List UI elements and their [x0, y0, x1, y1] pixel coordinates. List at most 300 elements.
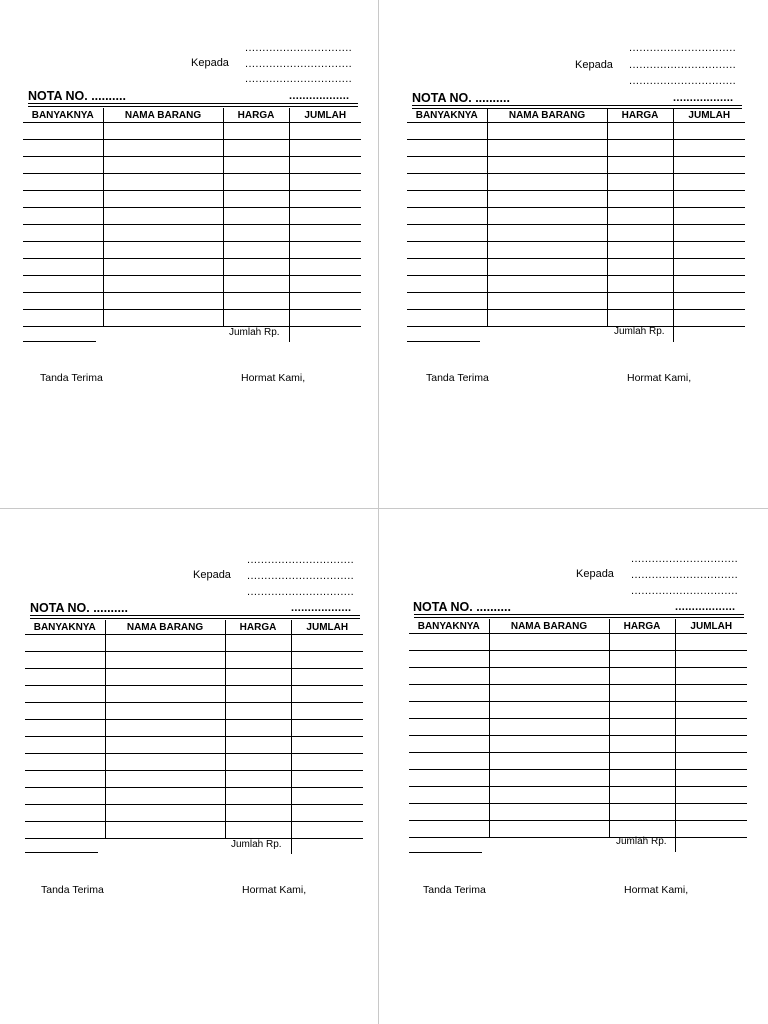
cell-banyaknya[interactable]	[407, 293, 487, 310]
col-jumlah: JUMLAH	[291, 620, 363, 635]
cell-jumlah[interactable]	[675, 736, 747, 753]
cell-jumlah[interactable]	[673, 276, 745, 293]
cell-banyaknya[interactable]	[23, 157, 103, 174]
table-row	[407, 242, 745, 259]
table-row	[25, 754, 363, 771]
cell-harga[interactable]	[607, 157, 673, 174]
cell-jumlah[interactable]	[289, 293, 361, 310]
total-field[interactable]	[673, 324, 674, 342]
cell-jumlah[interactable]	[673, 208, 745, 225]
total-label: Jumlah Rp.	[229, 327, 280, 338]
cell-jumlah[interactable]	[289, 157, 361, 174]
cell-banyaknya[interactable]	[409, 668, 489, 685]
cell-banyaknya[interactable]	[409, 804, 489, 821]
cell-banyaknya[interactable]	[25, 686, 105, 703]
cell-harga[interactable]	[609, 821, 675, 838]
recipient-line-1[interactable]: ...............................	[247, 554, 355, 566]
cell-nama-barang[interactable]	[489, 736, 609, 753]
cell-nama-barang[interactable]	[103, 208, 223, 225]
cell-nama-barang[interactable]	[489, 753, 609, 770]
col-banyaknya: BANYAKNYA	[407, 108, 487, 123]
cell-nama-barang[interactable]	[103, 310, 223, 327]
table-row	[409, 821, 747, 838]
kepada-label: Kepada	[191, 57, 229, 69]
cell-jumlah[interactable]	[675, 804, 747, 821]
cell-harga[interactable]	[607, 242, 673, 259]
cell-jumlah[interactable]	[675, 702, 747, 719]
cell-banyaknya[interactable]	[409, 736, 489, 753]
cell-nama-barang[interactable]	[487, 174, 607, 191]
cell-nama-barang[interactable]	[103, 174, 223, 191]
cell-nama-barang[interactable]	[105, 703, 225, 720]
table-row	[23, 310, 361, 327]
cell-banyaknya[interactable]	[23, 191, 103, 208]
cell-nama-barang[interactable]	[489, 634, 609, 651]
cell-jumlah[interactable]	[289, 123, 361, 140]
cell-jumlah[interactable]	[675, 668, 747, 685]
cell-jumlah[interactable]	[291, 703, 363, 720]
table-header-row	[409, 619, 747, 634]
cell-jumlah[interactable]	[675, 770, 747, 787]
cell-harga[interactable]	[225, 686, 291, 703]
recipient-line-3[interactable]: ...............................	[245, 73, 353, 85]
table-row	[23, 157, 361, 174]
cell-jumlah[interactable]	[291, 669, 363, 686]
cell-banyaknya[interactable]	[23, 276, 103, 293]
cell-nama-barang[interactable]	[487, 157, 607, 174]
nota-date-field[interactable]: ..................	[291, 602, 352, 614]
recipient-line-1[interactable]: ...............................	[245, 42, 353, 54]
cell-harga[interactable]	[223, 140, 289, 157]
cell-jumlah[interactable]	[675, 685, 747, 702]
nota-form	[25, 552, 405, 952]
table-row	[407, 293, 745, 310]
cell-banyaknya[interactable]	[407, 123, 487, 140]
cell-banyaknya[interactable]	[25, 822, 105, 839]
cell-harga[interactable]	[223, 208, 289, 225]
cell-jumlah[interactable]	[291, 805, 363, 822]
cell-jumlah[interactable]	[291, 737, 363, 754]
cell-harga[interactable]	[223, 123, 289, 140]
cell-jumlah[interactable]	[673, 174, 745, 191]
cell-nama-barang[interactable]	[105, 788, 225, 805]
cell-harga[interactable]	[225, 754, 291, 771]
table-row	[23, 242, 361, 259]
table-row	[23, 123, 361, 140]
cell-banyaknya[interactable]	[25, 720, 105, 737]
cell-harga[interactable]	[607, 140, 673, 157]
cell-harga[interactable]	[223, 276, 289, 293]
cell-nama-barang[interactable]	[103, 157, 223, 174]
col-harga: HARGA	[607, 108, 673, 123]
cell-banyaknya[interactable]	[25, 737, 105, 754]
cell-jumlah[interactable]	[289, 259, 361, 276]
table-row	[25, 669, 363, 686]
table-row	[407, 310, 745, 327]
cell-nama-barang[interactable]	[487, 276, 607, 293]
cell-banyaknya[interactable]	[23, 140, 103, 157]
cell-harga[interactable]	[607, 123, 673, 140]
cell-banyaknya[interactable]	[409, 651, 489, 668]
table-row	[407, 276, 745, 293]
cell-harga[interactable]	[609, 753, 675, 770]
page-divider-horizontal	[0, 508, 768, 509]
table-row	[409, 634, 747, 651]
table-row	[409, 770, 747, 787]
cell-nama-barang[interactable]	[105, 822, 225, 839]
cell-nama-barang[interactable]	[105, 737, 225, 754]
tanda-terima-label: Tanda Terima	[41, 884, 104, 896]
cell-harga[interactable]	[225, 703, 291, 720]
cell-nama-barang[interactable]	[489, 702, 609, 719]
table-row	[409, 651, 747, 668]
tanda-terima-label: Tanda Terima	[423, 884, 486, 896]
cell-jumlah[interactable]	[289, 208, 361, 225]
cell-banyaknya[interactable]	[409, 634, 489, 651]
cell-nama-barang[interactable]	[489, 821, 609, 838]
cell-nama-barang[interactable]	[489, 668, 609, 685]
table-header-row	[23, 108, 361, 123]
cell-banyaknya[interactable]	[409, 787, 489, 804]
cell-banyaknya[interactable]	[25, 805, 105, 822]
cell-jumlah[interactable]	[291, 822, 363, 839]
col-harga: HARGA	[225, 620, 291, 635]
cell-banyaknya[interactable]	[409, 702, 489, 719]
cell-banyaknya[interactable]	[407, 310, 487, 327]
col-banyaknya: BANYAKNYA	[25, 620, 105, 635]
col-nama-barang: NAMA BARANG	[489, 619, 609, 634]
items-body[interactable]	[23, 123, 361, 327]
cell-banyaknya[interactable]	[25, 788, 105, 805]
hormat-kami-label: Hormat Kami,	[242, 884, 307, 896]
table-row	[407, 259, 745, 276]
items-body[interactable]	[407, 123, 745, 327]
cell-banyaknya[interactable]	[407, 259, 487, 276]
recipient-line-2[interactable]: ...............................	[247, 570, 355, 582]
cell-banyaknya[interactable]	[409, 753, 489, 770]
cell-jumlah[interactable]	[291, 686, 363, 703]
cell-harga[interactable]	[223, 259, 289, 276]
cell-jumlah[interactable]	[673, 191, 745, 208]
cell-harga[interactable]	[607, 310, 673, 327]
recipient-line-3[interactable]: ...............................	[631, 585, 739, 597]
cell-jumlah[interactable]	[673, 259, 745, 276]
cell-banyaknya[interactable]	[23, 123, 103, 140]
cell-harga[interactable]	[607, 276, 673, 293]
cell-banyaknya[interactable]	[23, 259, 103, 276]
cell-jumlah[interactable]	[291, 754, 363, 771]
cell-harga[interactable]	[223, 242, 289, 259]
cell-nama-barang[interactable]	[487, 310, 607, 327]
cell-banyaknya[interactable]	[23, 208, 103, 225]
recipient-line-2[interactable]: ...............................	[631, 569, 739, 581]
cell-jumlah[interactable]	[673, 157, 745, 174]
nota-number-label: NOTA NO. ..........	[413, 600, 511, 614]
cell-nama-barang[interactable]	[487, 191, 607, 208]
cell-nama-barang[interactable]	[105, 686, 225, 703]
cell-harga[interactable]	[609, 668, 675, 685]
nota-form	[409, 551, 768, 951]
cell-banyaknya[interactable]	[407, 140, 487, 157]
cell-jumlah[interactable]	[291, 720, 363, 737]
cell-nama-barang[interactable]	[103, 259, 223, 276]
cell-banyaknya[interactable]	[407, 242, 487, 259]
cell-harga[interactable]	[225, 669, 291, 686]
nota-date-field[interactable]: ..................	[673, 92, 734, 104]
cell-jumlah[interactable]	[289, 174, 361, 191]
cell-nama-barang[interactable]	[487, 242, 607, 259]
table-row	[25, 652, 363, 669]
col-harga: HARGA	[609, 619, 675, 634]
cell-harga[interactable]	[225, 720, 291, 737]
nota-number-label: NOTA NO. ..........	[412, 91, 510, 105]
cell-harga[interactable]	[609, 702, 675, 719]
kepada-label: Kepada	[575, 59, 613, 71]
cell-harga[interactable]	[609, 651, 675, 668]
recipient-line-3[interactable]: ...............................	[247, 586, 355, 598]
cell-harga[interactable]	[225, 652, 291, 669]
table-row	[407, 208, 745, 225]
cell-harga[interactable]	[223, 293, 289, 310]
cell-nama-barang[interactable]	[103, 225, 223, 242]
table-row	[23, 276, 361, 293]
cell-banyaknya[interactable]	[25, 669, 105, 686]
cell-nama-barang[interactable]	[105, 669, 225, 686]
cell-jumlah[interactable]	[673, 310, 745, 327]
cell-harga[interactable]	[609, 804, 675, 821]
cell-jumlah[interactable]	[289, 242, 361, 259]
table-row	[409, 804, 747, 821]
cell-harga[interactable]	[223, 157, 289, 174]
col-jumlah: JUMLAH	[289, 108, 361, 123]
cell-banyaknya[interactable]	[407, 225, 487, 242]
col-banyaknya: BANYAKNYA	[23, 108, 103, 123]
recipient-line-1[interactable]: ...............................	[631, 553, 739, 565]
cell-jumlah[interactable]	[675, 821, 747, 838]
cell-harga[interactable]	[223, 191, 289, 208]
cell-jumlah[interactable]	[291, 652, 363, 669]
table-row	[409, 668, 747, 685]
nota-form	[23, 40, 403, 440]
table-row	[23, 208, 361, 225]
nota-date-field[interactable]: ..................	[289, 90, 350, 102]
table-row	[409, 719, 747, 736]
cell-banyaknya[interactable]	[407, 276, 487, 293]
items-table	[407, 108, 745, 327]
cell-banyaknya[interactable]	[25, 771, 105, 788]
cell-jumlah[interactable]	[673, 123, 745, 140]
cell-harga[interactable]	[609, 634, 675, 651]
nota-form	[407, 42, 768, 442]
cell-harga[interactable]	[607, 174, 673, 191]
cell-nama-barang[interactable]	[105, 771, 225, 788]
cell-nama-barang[interactable]	[487, 259, 607, 276]
cell-jumlah[interactable]	[675, 634, 747, 651]
cell-nama-barang[interactable]	[489, 719, 609, 736]
cell-nama-barang[interactable]	[487, 140, 607, 157]
cell-jumlah[interactable]	[289, 225, 361, 242]
cell-banyaknya[interactable]	[25, 635, 105, 652]
table-row	[25, 805, 363, 822]
cell-banyaknya[interactable]	[25, 754, 105, 771]
cell-jumlah[interactable]	[289, 310, 361, 327]
cell-banyaknya[interactable]	[25, 652, 105, 669]
cell-nama-barang[interactable]	[103, 140, 223, 157]
cell-nama-barang[interactable]	[487, 123, 607, 140]
table-row	[407, 225, 745, 242]
signature-line	[407, 341, 480, 342]
cell-jumlah[interactable]	[675, 719, 747, 736]
cell-jumlah[interactable]	[291, 788, 363, 805]
cell-jumlah[interactable]	[673, 293, 745, 310]
table-row	[407, 174, 745, 191]
col-nama-barang: NAMA BARANG	[105, 620, 225, 635]
nota-number-label: NOTA NO. ..........	[30, 601, 128, 615]
cell-harga[interactable]	[607, 191, 673, 208]
cell-nama-barang[interactable]	[489, 651, 609, 668]
cell-banyaknya[interactable]	[23, 225, 103, 242]
cell-nama-barang[interactable]	[103, 191, 223, 208]
cell-banyaknya[interactable]	[407, 174, 487, 191]
cell-nama-barang[interactable]	[489, 685, 609, 702]
cell-nama-barang[interactable]	[105, 805, 225, 822]
table-row	[409, 685, 747, 702]
total-label: Jumlah Rp.	[614, 326, 665, 337]
table-row	[407, 140, 745, 157]
kepada-label: Kepada	[193, 569, 231, 581]
cell-banyaknya[interactable]	[407, 191, 487, 208]
cell-nama-barang[interactable]	[103, 293, 223, 310]
cell-nama-barang[interactable]	[487, 225, 607, 242]
cell-nama-barang[interactable]	[489, 804, 609, 821]
cell-jumlah[interactable]	[673, 140, 745, 157]
cell-banyaknya[interactable]	[409, 821, 489, 838]
cell-banyaknya[interactable]	[409, 770, 489, 787]
signature-line	[23, 341, 96, 342]
recipient-line-1[interactable]: ...............................	[629, 42, 737, 54]
items-table	[25, 620, 363, 839]
cell-banyaknya[interactable]	[409, 685, 489, 702]
cell-harga[interactable]	[609, 787, 675, 804]
cell-banyaknya[interactable]	[23, 174, 103, 191]
col-nama-barang: NAMA BARANG	[487, 108, 607, 123]
col-harga: HARGA	[223, 108, 289, 123]
total-field[interactable]	[675, 834, 676, 852]
table-row	[25, 771, 363, 788]
cell-jumlah[interactable]	[673, 225, 745, 242]
table-row	[23, 225, 361, 242]
table-row	[407, 157, 745, 174]
total-field[interactable]	[289, 324, 290, 342]
cell-harga[interactable]	[607, 225, 673, 242]
cell-harga[interactable]	[609, 736, 675, 753]
table-row	[409, 787, 747, 804]
cell-harga[interactable]	[223, 310, 289, 327]
table-row	[25, 737, 363, 754]
cell-nama-barang[interactable]	[489, 770, 609, 787]
col-jumlah: JUMLAH	[675, 619, 747, 634]
cell-harga[interactable]	[607, 208, 673, 225]
table-row	[25, 686, 363, 703]
cell-jumlah[interactable]	[291, 771, 363, 788]
header-rule	[30, 615, 360, 619]
nota-number-label: NOTA NO. ..........	[28, 89, 126, 103]
table-header-row	[25, 620, 363, 635]
recipient-line-2[interactable]: ...............................	[629, 59, 737, 71]
cell-banyaknya[interactable]	[23, 293, 103, 310]
hormat-kami-label: Hormat Kami,	[241, 372, 306, 384]
cell-jumlah[interactable]	[289, 276, 361, 293]
cell-jumlah[interactable]	[291, 635, 363, 652]
cell-jumlah[interactable]	[675, 651, 747, 668]
total-field[interactable]	[291, 836, 292, 854]
table-row	[407, 123, 745, 140]
items-table	[23, 108, 361, 327]
cell-nama-barang[interactable]	[103, 242, 223, 259]
table-row	[25, 788, 363, 805]
cell-nama-barang[interactable]	[105, 754, 225, 771]
cell-jumlah[interactable]	[673, 242, 745, 259]
cell-jumlah[interactable]	[675, 787, 747, 804]
recipient-line-3[interactable]: ...............................	[629, 75, 737, 87]
cell-harga[interactable]	[225, 635, 291, 652]
cell-harga[interactable]	[609, 770, 675, 787]
cell-banyaknya[interactable]	[407, 208, 487, 225]
cell-nama-barang[interactable]	[103, 276, 223, 293]
cell-harga[interactable]	[225, 822, 291, 839]
cell-harga[interactable]	[607, 259, 673, 276]
nota-date-field[interactable]: ..................	[675, 601, 736, 613]
table-row	[25, 703, 363, 720]
cell-banyaknya[interactable]	[407, 157, 487, 174]
cell-nama-barang[interactable]	[105, 720, 225, 737]
table-row	[23, 191, 361, 208]
cell-banyaknya[interactable]	[25, 703, 105, 720]
cell-harga[interactable]	[607, 293, 673, 310]
cell-nama-barang[interactable]	[105, 652, 225, 669]
cell-jumlah[interactable]	[289, 140, 361, 157]
cell-nama-barang[interactable]	[487, 293, 607, 310]
cell-harga[interactable]	[225, 771, 291, 788]
cell-banyaknya[interactable]	[409, 719, 489, 736]
hormat-kami-label: Hormat Kami,	[624, 884, 689, 896]
recipient-line-2[interactable]: ...............................	[245, 58, 353, 70]
cell-harga[interactable]	[223, 174, 289, 191]
cell-nama-barang[interactable]	[489, 787, 609, 804]
cell-harga[interactable]	[609, 685, 675, 702]
cell-harga[interactable]	[225, 737, 291, 754]
cell-nama-barang[interactable]	[103, 123, 223, 140]
cell-nama-barang[interactable]	[105, 635, 225, 652]
cell-jumlah[interactable]	[675, 753, 747, 770]
cell-harga[interactable]	[225, 805, 291, 822]
items-table	[409, 619, 747, 838]
table-header-row	[407, 108, 745, 123]
table-row	[407, 191, 745, 208]
cell-banyaknya[interactable]	[23, 310, 103, 327]
items-body[interactable]	[409, 634, 747, 838]
hormat-kami-label: Hormat Kami,	[627, 372, 692, 384]
cell-harga[interactable]	[223, 225, 289, 242]
table-row	[23, 140, 361, 157]
cell-nama-barang[interactable]	[487, 208, 607, 225]
cell-harga[interactable]	[225, 788, 291, 805]
table-row	[409, 736, 747, 753]
cell-harga[interactable]	[609, 719, 675, 736]
cell-jumlah[interactable]	[289, 191, 361, 208]
items-body[interactable]	[25, 635, 363, 839]
cell-banyaknya[interactable]	[23, 242, 103, 259]
